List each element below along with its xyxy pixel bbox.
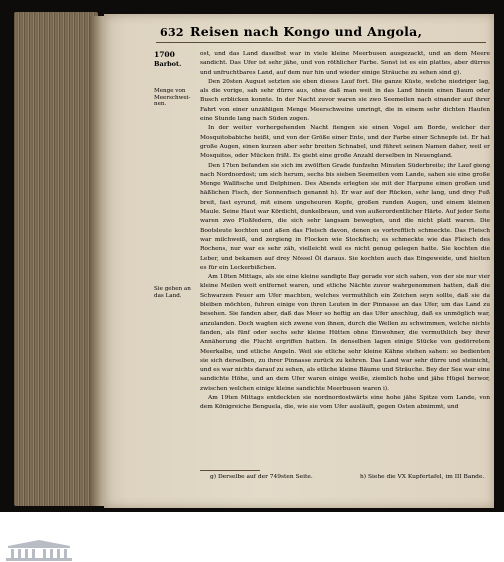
paragraph: Am 18ten Mittags, als sie eine kleine sandigte Bay gerade vor sich sahen, von der sie nur vier kleine Meilen weit entfernet waren, und etliche Nächte zuvor wahrgenommen hatten, daß die Schwarzen Feuer am Ufer machten, welches vermuthlich ein Zeichen seyn sollte, daß sie da bleiben möchten, fuhren einige von ihren Leuten in der Pinnasse an das Ufer, um das Land zu besehen. Sie fanden aber, daß das Meer so heftig an das Ufer anschlug, daß es unmöglich war, anzulanden. Doch wagten sich zwene von ihnen, durch die Wellen zu schwimmen, welche nichts fanden, als fünf oder sechs sehr kleine Hütten ohne Einwohner, die vermuthlich bey ihrer Annäherung die Flucht ergriffen hatten. In denselben lagen einige Stücke von gedörretem Meerkalbe, und etliche Angeln. Weil sie etliche sehr kleine Kähne stehen sahen: so bedienten sie sich derselben, zu ihrer Pinnasse zurück zu kehren. Das Land war sehr dürre und steinicht, und es war nichts darauf zu sehen, als etliche kleine Bäume und Sträuche. Bey der See war eine sandichte Höhe, und an dem Ufer waren einige weiße, ziemlich hohe und jähe Hügel herwor, zwischen welchen einige kleine sandichte Meerbusen waren i). <box>200 274 490 392</box>
paragraph: In der weiter vorhergehenden Nacht fiengen sie einen Vogel am Borde, welcher der Mosquitobabiche heißt, und von der Größe einer Ente, und der Farbe einer Schnepfe ist. Er hat große Augen, einen kurzen aber sehr breiten Schnabel, und führet seinen Namen daher, weil er Mosquitos, oder Mücken frißt. Es giebt eine große Anzahl derselben in Neuengland. <box>200 125 490 160</box>
paragraph: Den 17ten befanden sie sich im zwölften Grade funfzehn Minuten Süderbreite; ihr Lauf gieng nach Nordnordost; um sich herum, sechs bis sieben Seemeilen vom Lande, sahen sie eine große Menge Wallfische und Delphinen. Des Abends erlegten sie mit der Harpune einen großen und häßlichen Fisch, der Sonnenfisch genannt h). Er war auf der Rücken, sehr lang, und drey Fuß breit, fast eyrund, mit einem ungeheuren Kopfe, großen runden Augen, und einem kleinen Maule. Seine Haut war Kördicht, dunkelbraun, und von außerordentlicher Härte. Auf jeder Seite waren zwo Floßfedern, die sich sehr langsam bewegten, und die nicht platt waren. Die Bootsleute kochten und aßen das Fleisch davon, denen es vortrefflich schmeckte. Das Fleisch war milchweiß, und zergieng in Flocken wie Stockfisch; es schmeckte wie das Fleisch des Rochens, nur war es sehr zäh, vielleicht weil es nicht genug gelegen hatte. Sie kochten die Leber, und bekamen auf drey Nössel Öl daraus. Sie kochten auch das Eingeweide, und hielten es für ein Leckerbißchen. <box>200 162 490 271</box>
margin-author: Barbot. <box>154 60 182 68</box>
footnote: g) Derselbe auf der 749sten Seite. <box>210 474 313 480</box>
footer <box>0 512 504 562</box>
footnote: h) Siehe die VX Kupfertafel, im III Bande. <box>360 474 485 480</box>
page-number: 632 <box>160 26 184 39</box>
paragraph: Am 19ten Mittags entdeckten sie nordnordostwärts eine hohe jähe Spitze vom Lande, von dem Königreiche Benguela, die, wie sie vom Ufer ausläuft, gegen Osten abnimmt, und <box>200 394 490 411</box>
running-head: Reisen nach Kongo und Angola, <box>190 24 423 39</box>
margin-year: 1700 <box>154 50 175 59</box>
body-text <box>200 50 490 413</box>
paragraph: ost, und das Land daselbst war in viele kleine Meerbusen ausgezackt, und an dem Meere sandicht. Das Ufer ist sehr jähe, und von röthlicher Farbe. Sonst ist es ein plattes, aber dürres und unfruchtbares Land, auf dem nur hin und wieder einige Sträuche zu sehen sind g). <box>200 51 490 76</box>
margin-note: Menge von Meerschwei-nen. <box>154 88 191 107</box>
margin-note: Sie gehen an das Land. <box>154 286 191 299</box>
library-building-logo <box>4 538 74 562</box>
book-spine-block <box>14 12 98 506</box>
header-rule <box>156 42 486 43</box>
page-header <box>160 26 490 42</box>
footnote-rule <box>200 470 260 471</box>
paragraph: Den 20sten August setzten sie eben dieses Lauf fort. Die ganze Küste, welche niedriger lag, als die vorige, sah sehr dürre aus, ohne daß man weit in das Land hinein einen Baum oder Busch erblicken konnte. In der Nacht zuvor waren sie zwo Seemeilen nach einander auf ihrer Fahrt von einer unzähligen Menge Meerschweine umringt, die in einem sehr dichten Haufen eine Stunde lang nach Süden zogen. <box>200 78 490 123</box>
